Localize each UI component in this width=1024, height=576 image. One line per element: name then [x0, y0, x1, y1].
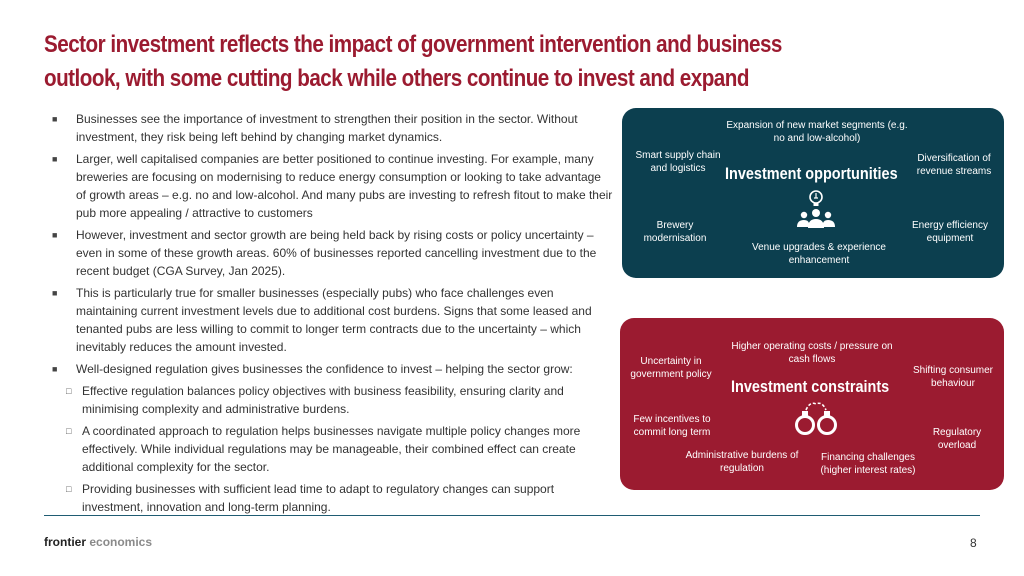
regulatory-overload-label: Regulatory overload [932, 427, 982, 451]
hollow-square-bullet-icon: □ [66, 426, 72, 436]
energy-efficiency-label: Energy efficiency equipment [912, 220, 988, 244]
square-bullet-icon: ■ [52, 154, 58, 164]
people-lightbulb-icon [794, 188, 838, 232]
venue-upgrades-label: Venue upgrades & experience enhancement [752, 242, 886, 266]
supply-chain-label: Smart supply chain and logistics [635, 150, 721, 174]
brand-logo: frontier economics [44, 535, 153, 549]
consumer-behaviour-label: Shifting consumer behaviour [912, 365, 994, 389]
investment-opportunities-panel [622, 108, 1004, 278]
constraints-title: Investment constraints [731, 377, 890, 396]
square-bullet-icon: ■ [52, 364, 58, 374]
policy-uncertainty-label: Uncertainty in government policy [630, 356, 712, 380]
page-number: 8 [970, 536, 977, 550]
opportunities-title: Investment opportunities [725, 164, 898, 183]
operating-costs-label: Higher operating costs / pressure on cash flows [731, 341, 893, 365]
diversification-label: Diversification of revenue streams [916, 153, 992, 177]
long-term-incentives-label: Few incentives to commit long term [633, 414, 711, 438]
square-bullet-icon: ■ [52, 288, 58, 298]
bullet-item: ■ Businesses see the importance of investment to strengthen their position in the sector. Without investment, they risk being left behind by changing market dynamics. [52, 112, 578, 144]
administrative-burdens-label: Administrative burdens of regulation [685, 450, 799, 474]
hollow-square-bullet-icon: □ [66, 484, 72, 494]
sub-bullet-item: □ A coordinated approach to regulation helps businesses navigate multiple policy changes more effectively. While individual regulations may be manageable, their combined effect can create additional complexity for the sector. [66, 424, 581, 474]
bullet-item: ■ This is particularly true for smaller businesses (especially pubs) who face challenges even maintaining current investment levels due to additional cost burdens. Signs that some leased and tenanted pubs are less willing to commit to longer term contracts due to the uncertainty – which inevitably reduces the amount invested. [52, 286, 592, 354]
square-bullet-icon: ■ [52, 230, 58, 240]
sub-bullet-item: □ Providing businesses with sufficient lead time to adapt to regulatory changes can support investment, innovation and long-term planning. [66, 482, 555, 514]
footer-divider [44, 515, 980, 516]
title-line-1: Sector investment reflects the impact of government intervention and business [44, 31, 782, 58]
handcuffs-icon [792, 396, 840, 440]
square-bullet-icon: ■ [52, 114, 58, 124]
financing-challenges-label: Financing challenges (higher interest rates) [820, 452, 916, 476]
page-title [44, 28, 818, 96]
bullet-list [44, 110, 614, 520]
sub-bullet-item: □ Effective regulation balances policy objectives with business feasibility, ensuring clarity and minimising complexity and administrative burdens. [66, 384, 564, 416]
bullet-item: ■ However, investment and sector growth are being held back by rising costs or policy uncertainty – even in some of these growth areas. 60% of businesses reported cancelling investment due to the recent budget (CGA Survey, Jan 2025). [52, 228, 597, 278]
hollow-square-bullet-icon: □ [66, 386, 72, 396]
bullet-item: ■ Larger, well capitalised companies are better positioned to continue investing. For example, many breweries are focusing on modernising to reduce energy consumption or looking to take advantage of growth areas – e.g. no and low-alcohol. And many pubs are investing to refresh fitout to make their pub more appealing / attractive to customers [52, 152, 613, 220]
title-line-2: outlook, with some cutting back while others continue to invest and expand [44, 65, 749, 92]
investment-constraints-panel [620, 318, 1004, 490]
brewery-label: Brewery modernisation [643, 220, 707, 244]
bullet-item: ■ Well-designed regulation gives businesses the confidence to invest – helping the sector grow: [52, 362, 573, 376]
market-segments-label: Expansion of new market segments (e.g. no and low-alcohol) [726, 120, 908, 144]
